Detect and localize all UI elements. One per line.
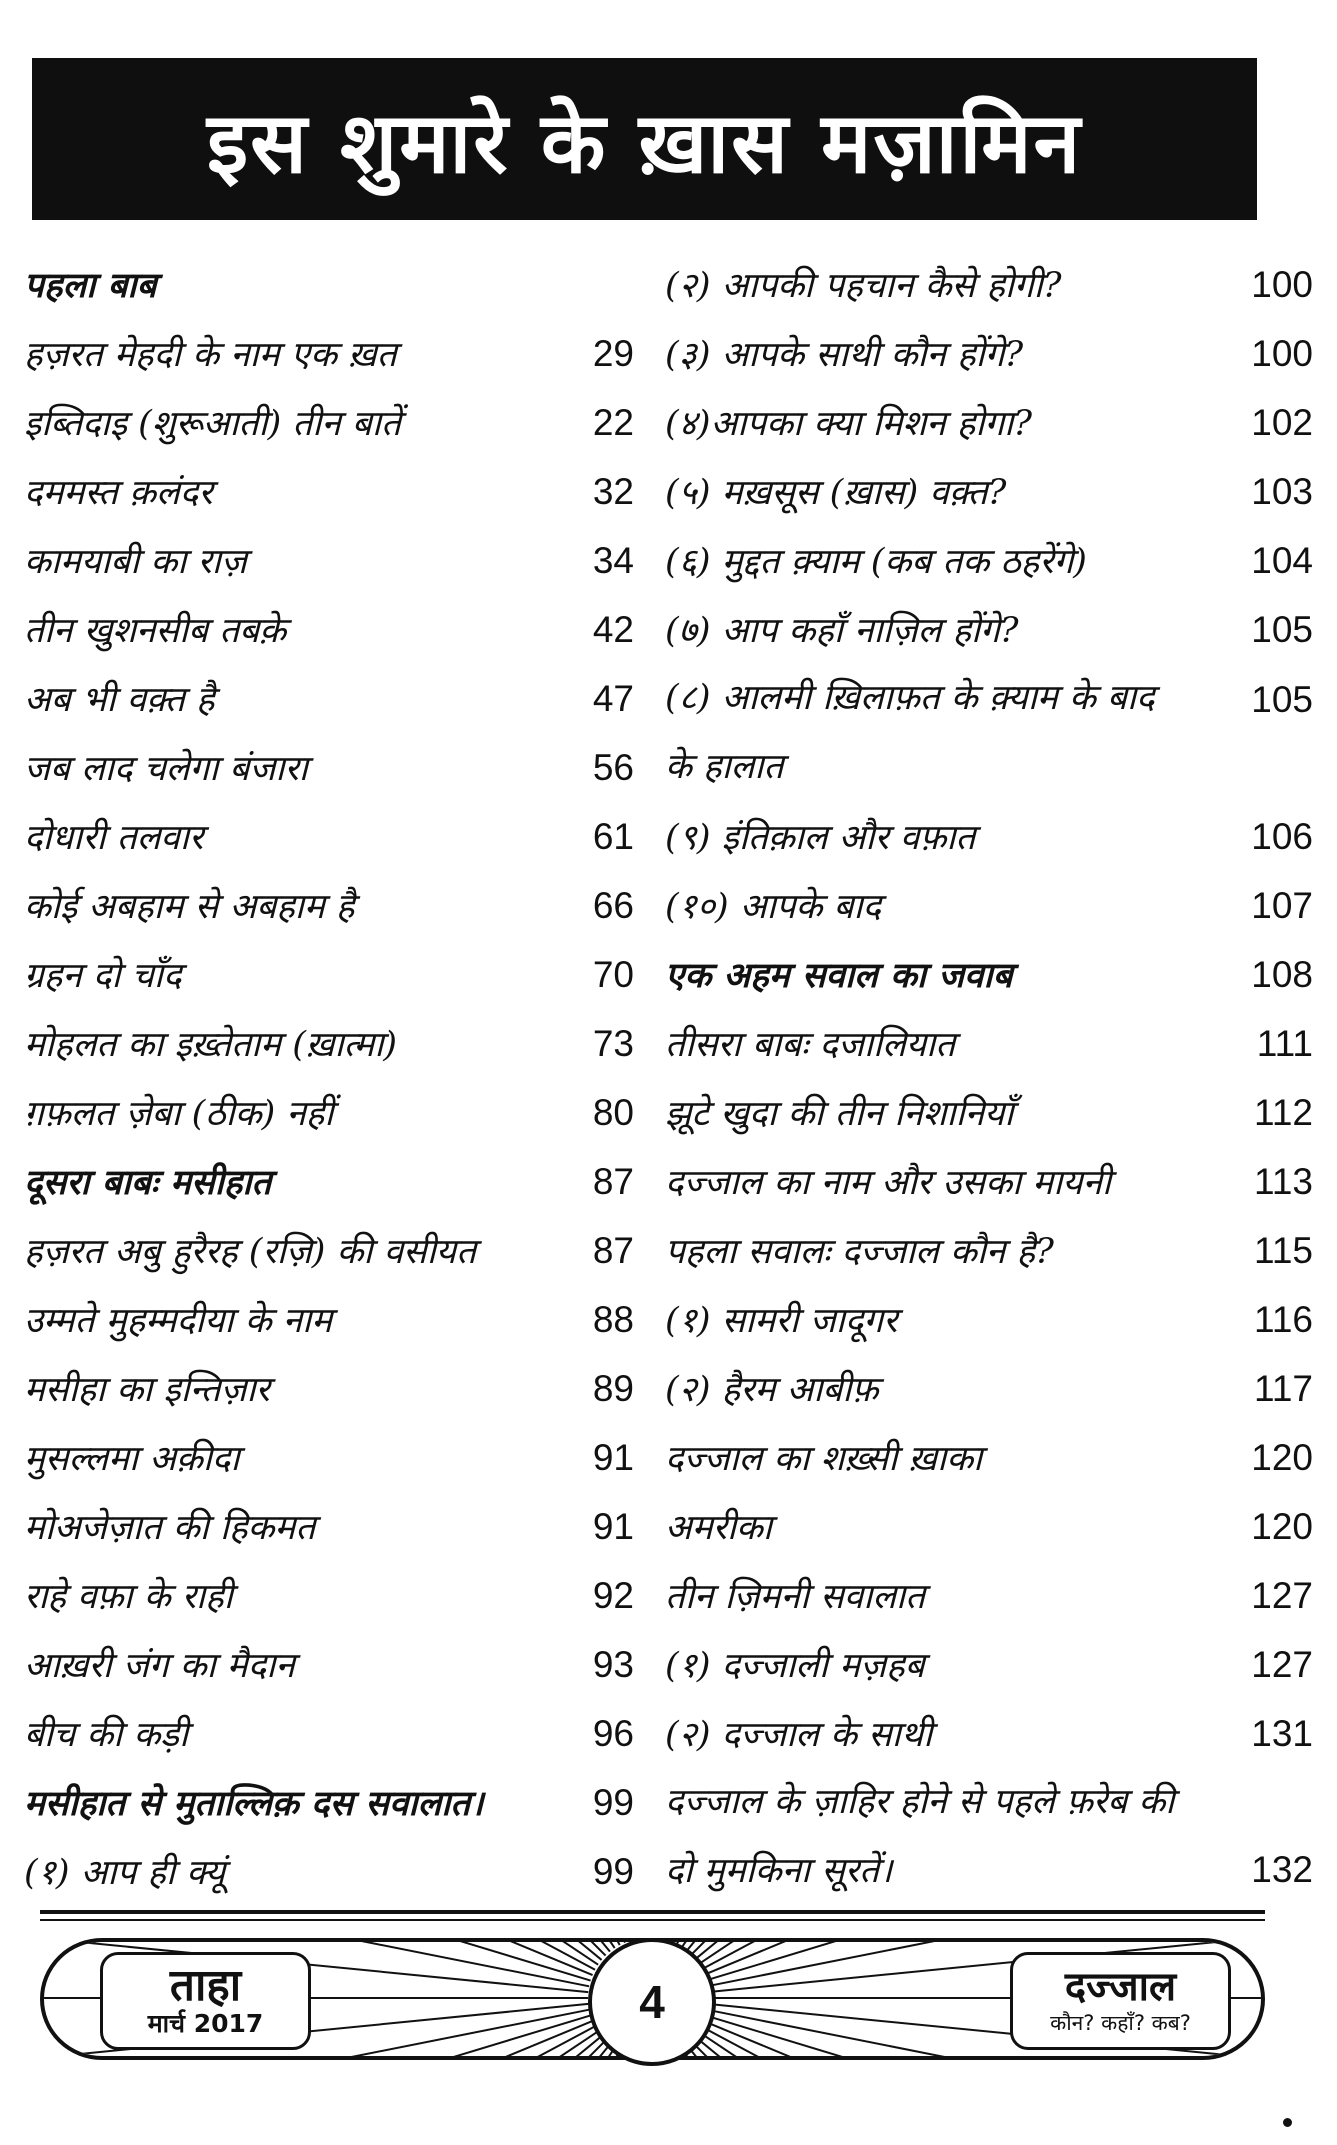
page-number: 4 — [639, 1976, 665, 2028]
footer-rule-thin — [40, 1919, 1265, 1921]
toc-entry — [665, 871, 1313, 940]
toc-entry — [24, 388, 634, 457]
toc-entry — [24, 1630, 634, 1699]
toc-entry — [24, 1699, 634, 1768]
toc-entry-title: (५) मख़सूस (ख़ास) वक़्त? — [665, 473, 1007, 513]
toc-entry — [24, 1492, 634, 1561]
magazine-badge — [100, 1952, 311, 2050]
toc-entry-title: दममस्त क़लंदर — [24, 473, 213, 513]
toc-entry-title: मोअजेज़ात की हिकमत — [24, 1508, 316, 1548]
toc-entry — [24, 1285, 634, 1354]
footer-band — [40, 1930, 1265, 2065]
toc-entry-page: 66 — [592, 884, 634, 926]
toc-entry — [665, 1354, 1313, 1423]
toc-entry-page: 42 — [592, 608, 634, 650]
toc-entry-page: 131 — [1251, 1712, 1313, 1754]
toc-entry-page: 117 — [1254, 1367, 1313, 1409]
toc-entry-title: राहे वफ़ा के राही — [24, 1577, 233, 1617]
toc-entry-page: 100 — [1251, 332, 1313, 374]
toc-entry-page: 87 — [592, 1229, 634, 1271]
toc-entry — [24, 595, 634, 664]
toc-entry-page: 105 — [1251, 679, 1313, 720]
toc-entry-page: 61 — [592, 815, 634, 857]
toc-entry-title: तीसरा बाबः दजालियात — [665, 1025, 956, 1065]
toc-entry-title: दज्जाल का शख़्सी ख़ाका — [665, 1439, 983, 1479]
toc-entry-page: 89 — [592, 1367, 634, 1409]
toc-entry — [24, 1216, 634, 1285]
toc-entry — [665, 319, 1313, 388]
toc-entry-title: पहला बाब — [24, 265, 157, 306]
toc-entry — [24, 1837, 634, 1906]
toc-entry-title: तीन ज़िमनी सवालात — [665, 1577, 926, 1617]
toc-entry — [24, 1561, 634, 1630]
toc-entry-title: ग़फ़लत ज़ेबा (ठीक) नहीं — [24, 1094, 334, 1134]
toc-entry-page: 73 — [592, 1022, 634, 1064]
toc-entry — [665, 526, 1313, 595]
toc-entry — [665, 1561, 1313, 1630]
toc-entry-page: 96 — [592, 1712, 634, 1754]
toc-entry-title: दज्जाल का नाम और उसका मायनी — [665, 1163, 1112, 1203]
toc-entry-page: 70 — [592, 953, 634, 995]
toc-entry-title: पहला सवालः दज्जाल कौन है? — [665, 1232, 1054, 1272]
toc-entry-page: 100 — [1251, 263, 1313, 305]
toc-entry-title: (१) सामरी जादूगर — [665, 1301, 898, 1341]
toc-entry-title: कामयाबी का राज़ — [24, 542, 247, 582]
toc-entry — [24, 1423, 634, 1492]
toc-entry-page: 132 — [1251, 1849, 1313, 1890]
toc-entry-title: तीन खुशनसीब तबके़ — [24, 611, 287, 651]
toc-entry-page: 93 — [592, 1643, 634, 1685]
toc-entry-title: (१) दज्जाली मज़हब — [665, 1646, 925, 1686]
toc-entry-title: (७) आप कहाँ नाज़िल होंगे? — [665, 611, 1019, 651]
toc-entry-page: 47 — [592, 677, 634, 719]
toc-entry-title: हज़रत मेहदी के नाम एक ख़त — [24, 335, 397, 375]
toc-entry — [665, 1423, 1313, 1492]
toc-right-column — [665, 250, 1313, 1906]
toc-entry-page: 107 — [1251, 884, 1313, 926]
toc-entry — [665, 1492, 1313, 1561]
toc-entry-page: 32 — [592, 470, 634, 512]
toc-entry-title: मसीहात से मुताल्लिक़ दस सवालात। — [24, 1783, 484, 1824]
toc-entry-page: 102 — [1251, 401, 1313, 443]
toc-entry — [24, 664, 634, 733]
toc-entry-title: (९) इंतिक़ाल और वफ़ात — [665, 818, 976, 858]
toc-entry — [665, 457, 1313, 526]
toc-entry — [665, 1216, 1313, 1285]
topic-title: दज्जाल — [1064, 1964, 1177, 2010]
toc-entry-page: 108 — [1251, 953, 1313, 995]
toc-entry-title: मसीहा का इन्तिज़ार — [24, 1370, 270, 1410]
toc-entry-page: 127 — [1251, 1643, 1313, 1685]
toc-entry-title: दूसरा बाबः मसीहात — [24, 1162, 272, 1203]
toc-entry-page: 29 — [592, 332, 634, 374]
toc-entry-page: 34 — [592, 539, 634, 581]
toc-entry-page: 88 — [592, 1298, 634, 1340]
toc-entry-page: 104 — [1251, 539, 1313, 581]
toc-entry — [665, 1147, 1313, 1216]
toc-entry — [665, 802, 1313, 871]
topic-badge — [1010, 1952, 1231, 2050]
footer-rule-thick — [40, 1910, 1265, 1914]
toc-entry — [24, 940, 634, 1009]
toc-entry-title: उम्मते मुहम्मदीया के नाम — [24, 1301, 333, 1341]
toc-entry — [665, 1078, 1313, 1147]
title-banner — [32, 58, 1257, 220]
toc-entry-title: (८) आलमी ख़िलाफ़त के क़्याम के बाद के हालात — [665, 678, 1155, 787]
toc-entry-title: दोधारी तलवार — [24, 818, 204, 858]
toc-entry-page: 120 — [1251, 1505, 1313, 1547]
toc-entry — [24, 1147, 634, 1216]
toc-entry-page: 120 — [1251, 1436, 1313, 1478]
toc-entry-page: 113 — [1254, 1160, 1313, 1202]
toc-entry — [665, 1630, 1313, 1699]
sunburst-ray — [660, 1930, 769, 1939]
toc-entry — [665, 1768, 1313, 1906]
toc-entry-page: 99 — [592, 1850, 634, 1892]
page-number-circle — [588, 1938, 716, 2066]
toc-entry — [24, 319, 634, 388]
toc-entry-title: अमरीका — [665, 1508, 772, 1548]
toc-entry-title: जब लाद चलेगा बंजारा — [24, 749, 308, 789]
toc-entry-page: 91 — [592, 1436, 634, 1478]
toc-entry-page: 91 — [592, 1505, 634, 1547]
toc-entry — [665, 1699, 1313, 1768]
toc-entry-page: 106 — [1251, 815, 1313, 857]
toc-entry — [24, 1009, 634, 1078]
toc-entry — [24, 1078, 634, 1147]
toc-entry-title: मोहलत का इख़्तेताम (ख़ात्मा) — [24, 1025, 398, 1065]
toc-entry-title: आख़री जंग का मैदान — [24, 1646, 295, 1686]
toc-entry-title: मुसल्लमा अक़ीदा — [24, 1439, 240, 1479]
toc-entry-title: झूटे खुदा की तीन निशानियाँ — [665, 1094, 1014, 1134]
toc-entry-title: अब भी वक़्त है — [24, 680, 215, 720]
toc-entry — [665, 664, 1313, 802]
toc-entry-title: (२) दज्जाल के साथी — [665, 1715, 933, 1755]
toc-entry-page: 56 — [592, 746, 634, 788]
toc-entry — [24, 802, 634, 871]
toc-entry-title: (२) हैरम आबीफ़ — [665, 1370, 879, 1410]
toc-entry — [24, 871, 634, 940]
toc-entry — [24, 457, 634, 526]
toc-entry-page: 99 — [592, 1781, 634, 1823]
topic-subtitle: कौन? कहाँ? कब? — [1050, 2011, 1191, 2035]
toc-entry — [665, 250, 1313, 319]
toc-entry — [665, 1285, 1313, 1354]
toc-entry — [665, 940, 1313, 1009]
toc-entry — [24, 250, 634, 319]
issue-date: मार्च 2017 — [147, 2009, 264, 2038]
toc-entry — [665, 388, 1313, 457]
toc-entry-page: 22 — [592, 401, 634, 443]
toc-entry-page: 127 — [1251, 1574, 1313, 1616]
toc-entry-title: बीच की कड़ी — [24, 1715, 189, 1755]
toc-entry-page: 92 — [592, 1574, 634, 1616]
toc-entry-title: (२) आपकी पहचान कैसे होगी? — [665, 266, 1062, 306]
toc-entry-page: 111 — [1256, 1022, 1313, 1064]
toc-entry-title: कोई अबहाम से अबहाम है — [24, 887, 355, 927]
toc-entry — [24, 526, 634, 595]
toc-entry-page: 116 — [1254, 1298, 1313, 1340]
page-title: इस शुमारे के ख़ास मज़ामिन — [206, 93, 1083, 192]
toc-left-column — [24, 250, 634, 1906]
toc-entry-title: ग्रहन दो चाँद — [24, 956, 182, 996]
toc-entry — [665, 1009, 1313, 1078]
toc-entry-title: दज्जाल के ज़ाहिर होने से पहले फ़रेब की दो मुमकिना सूरतें। — [665, 1782, 1175, 1891]
toc-entry-title: (३) आपके साथी कौन होंगे? — [665, 335, 1024, 375]
toc-entry-page: 103 — [1251, 470, 1313, 512]
toc-entry-title: एक अहम सवाल का जवाब — [665, 955, 1013, 996]
toc-entry-title: इब्तिदाइ (शुरूआती) तीन बातें — [24, 404, 401, 444]
sunburst-ray — [587, 1930, 642, 1938]
stray-dot — [1283, 2118, 1292, 2127]
toc-entry — [24, 1354, 634, 1423]
toc-entry-title: (६) मुद्दत क़्याम (कब तक ठहरेंगे) — [665, 542, 1087, 582]
toc-entry-page: 112 — [1254, 1091, 1313, 1133]
toc-entry-page: 80 — [592, 1091, 634, 1133]
toc-entry-title: (१) आप ही क्यूं — [24, 1853, 226, 1893]
toc-entry — [24, 1768, 634, 1837]
toc-entry-page: 105 — [1251, 608, 1313, 650]
toc-entry-title: हज़रत अबु हुरैरह (रज़ि) की वसीयत — [24, 1232, 477, 1272]
toc-entry — [24, 733, 634, 802]
magazine-name: ताहा — [169, 1960, 242, 2011]
toc-entry — [665, 595, 1313, 664]
toc-entry-title: (१०) आपके बाद — [665, 887, 882, 927]
toc-entry-title: (४)आपका क्या मिशन होगा? — [665, 404, 1032, 444]
sunburst-ray — [654, 1930, 709, 1938]
sunburst-ray — [527, 1930, 636, 1939]
toc-entry-page: 115 — [1254, 1229, 1313, 1271]
toc-entry-page: 87 — [592, 1160, 634, 1202]
